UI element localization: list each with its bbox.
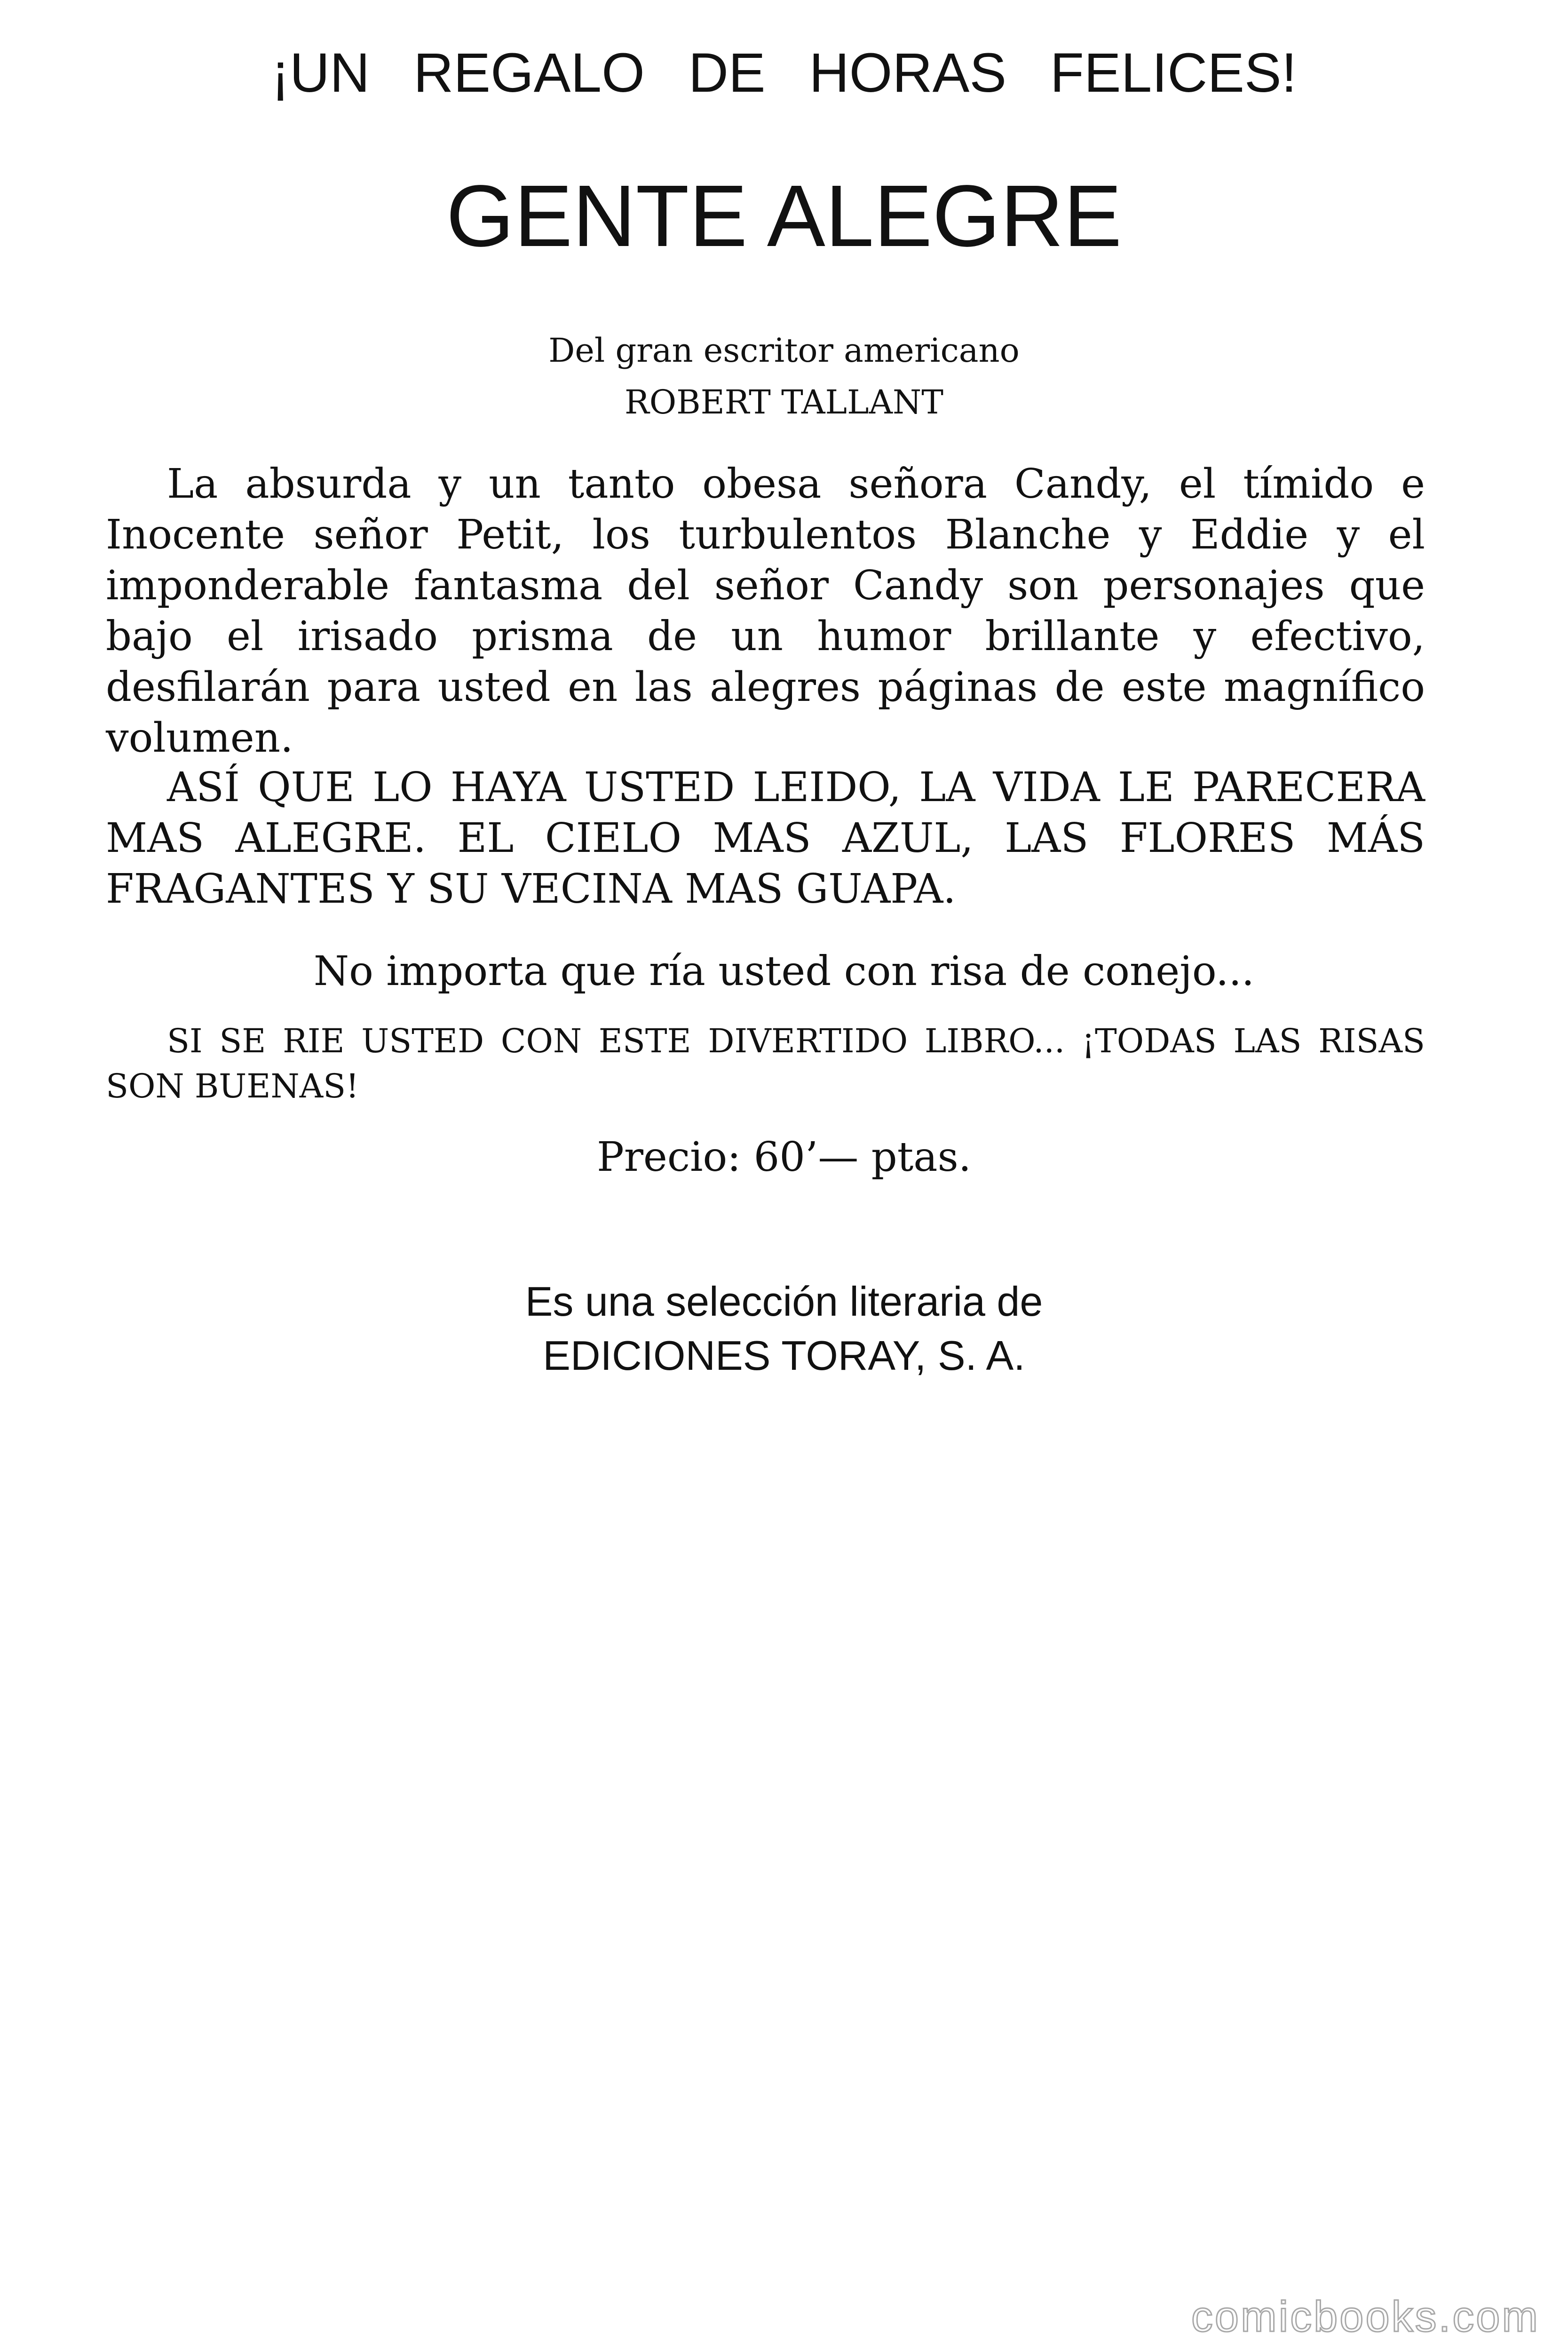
tagline: No importa que ría usted con risa de conejo... [313, 948, 1255, 995]
headline: ¡UN REGALO DE HORAS FELICES! [271, 42, 1297, 104]
book-title: GENTE ALEGRE [446, 167, 1122, 265]
promo-paragraph: ASÍ QUE LO HAYA USTED LEIDO, LA VIDA LE PARECERA MAS ALEGRE. EL CIELO MAS AZUL, LAS FLORES MÁS FRAGANTES Y SU VECINA MAS GUAPA. [106, 764, 1425, 913]
publisher-name: EDICIONES TORAY, S. A. [543, 1332, 1025, 1379]
author-intro: Del gran escritor americano [548, 331, 1020, 370]
author-name: ROBERT TALLANT [625, 383, 943, 421]
price-line: Precio: 60’— ptas. [596, 1134, 972, 1181]
laughs-paragraph: SI SE RIE USTED CON ESTE DIVERTIDO LIBRO... ¡TODAS LAS RISAS SON BUENAS! [106, 1022, 1425, 1105]
publisher-intro: Es una selección literaria de [525, 1278, 1043, 1325]
watermark: comicbooks.com [1191, 2293, 1540, 2341]
description-paragraph: La absurda y un tanto obesa señora Candy, el tímido e Inocente señor Petit, los turbulentos Blanche y Eddie y el imponderable fantasma del señor Candy son personajes que bajo el irisado prisma de un humor brillante y efectivo, desfilarán para usted en las alegres páginas de este magnífico volumen. [106, 461, 1425, 762]
